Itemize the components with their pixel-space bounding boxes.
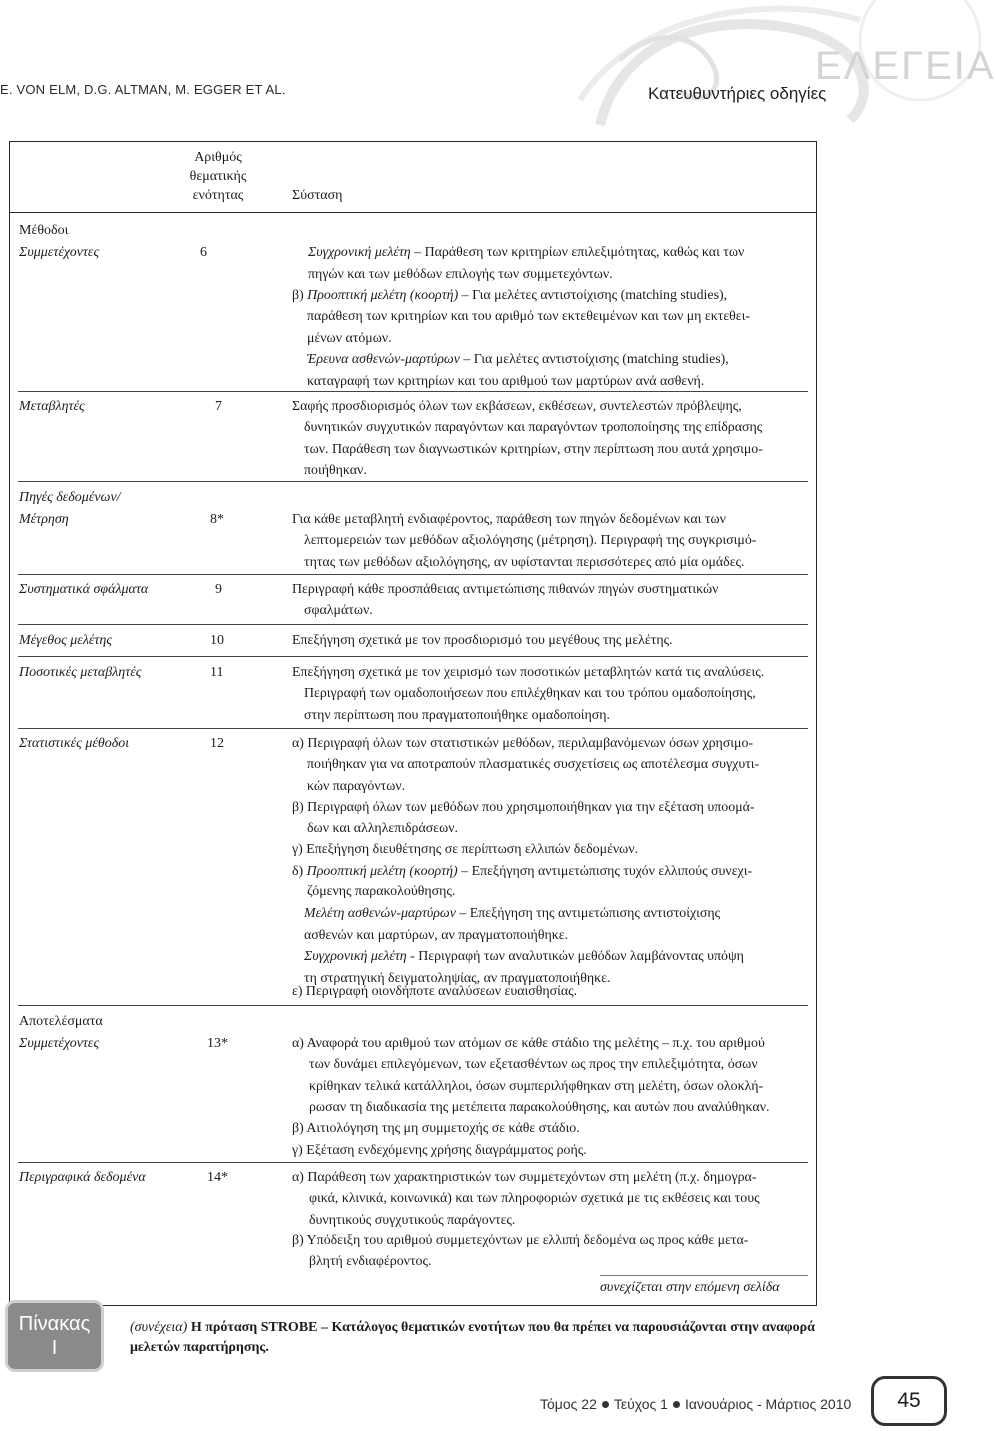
row-recommendation-statistical-b: [292, 797, 755, 819]
text-line: δυνητικών συγχυτικών παραγόντων και παραγόντων τροποποίησης της επίδρασης: [304, 420, 763, 435]
row-label: Μεταβλητές: [19, 399, 85, 414]
section-heading-methods: Μέθοδοι: [19, 223, 69, 238]
header-section-title: Κατευθυντήριες οδηγίες: [648, 84, 827, 103]
row-number: 12: [210, 736, 224, 751]
text-line: Για κάθε μεταβλητή ενδιαφέροντος, παράθεση των πηγών δεδομένων και των: [292, 512, 726, 527]
row-recommendation-descriptive-a-cont: [309, 1188, 760, 1231]
footer-date: Ιανουάριος - Μάρτιος 2010: [684, 1396, 852, 1412]
row-recommendation-bias: [292, 579, 718, 601]
row-number: 10: [210, 633, 224, 648]
row-recommendation-statistical-d-cont: [307, 881, 455, 903]
row-divider: [18, 481, 808, 482]
badge-label: Πίνακας: [18, 1313, 91, 1335]
row-recommendation-study-size: [292, 630, 673, 652]
text-line: σφαλμάτων.: [304, 603, 373, 618]
header-divider: [9, 212, 817, 213]
row-recommendation-statistical-cd: [292, 839, 752, 882]
text-line: φικά, κλινικά, κοινωνικά) και των πληροφοριών σχετικά με τις εκθέσεις και τους: [309, 1191, 760, 1206]
design-label: Προοπτική μελέτη (κοορτή): [307, 288, 459, 303]
text-line: βλητή ενδιαφέροντος.: [309, 1254, 432, 1269]
text-line: κρίθηκαν τελικά κατάλληλοι, όσων συμπεριλήφθηκαν στη μελέτη, όσων ολοκλή-: [309, 1078, 764, 1094]
row-label: Ποσοτικές μεταβλητές: [19, 665, 142, 680]
text-line: Επεξήγηση σχετικά με τον προσδιορισμό του μεγέθους της μελέτης.: [292, 633, 673, 648]
row-divider: [18, 624, 808, 625]
text-line: λεπτομερειών των μεθόδων αξιολόγησης (μέτρηση). Περιγραφή της συγκρισιμό-: [304, 533, 757, 548]
text-line: – Για μελέτες αντιστοίχισης (matching studies),: [458, 288, 728, 303]
footer-issue: Τεύχος 1: [613, 1396, 668, 1412]
row-label: Πηγές δεδομένων/: [19, 490, 121, 505]
caption-text: Η πρόταση STROBE – Κατάλογος θεματικών ενοτήτων που θα πρέπει να παρουσιάζονται στην αναφορά μελετών παρατήρησης.: [130, 1320, 815, 1355]
column-header-recommendation: Σύσταση: [292, 188, 343, 203]
badge-number: I: [51, 1337, 58, 1359]
row-recommendation-descriptive-b-cont: [309, 1251, 431, 1273]
text-line: ποιήθηκαν.: [304, 463, 367, 478]
row-recommendation-quantitative: [292, 662, 764, 684]
text-line: β) Αιτιολόγηση της μη συμμετοχής σε κάθε στάδιο.: [292, 1121, 580, 1136]
text-line: β) Περιγραφή όλων των μεθόδων που χρησιμοποιήθηκαν για την εξέταση υποομά-: [292, 800, 755, 815]
text-line: παράθεση των κριτηρίων και του αριθμό των εκτεθειμένων και των μη εκτεθει-: [307, 309, 751, 324]
text-line: α) Αναφορά του αριθμού των ατόμων σε κάθε στάδιο της μελέτης – π.χ. του αριθμού: [292, 1036, 765, 1051]
text-line: – Επεξήγηση αντιμετώπισης τυχόν ελλιπούς συνεχι-: [457, 863, 753, 879]
row-recommendation-descriptive-b: [292, 1230, 748, 1252]
column-header-number: [178, 148, 258, 205]
text-line: γ) Επεξήγηση διευθέτησης σε περίπτωση ελλιπών δεδομένων.: [292, 842, 639, 857]
row-label: Περιγραφικά δεδομένα: [19, 1170, 146, 1185]
row-number: 6: [200, 245, 207, 260]
row-recommendation-statistical-d-designs: [304, 903, 744, 989]
row-number: 14*: [207, 1170, 228, 1185]
text-line: Επεξήγηση σχετικά με τον χειρισμό των ποσοτικών μεταβλητών κατά τις αναλύσεις.: [292, 665, 765, 680]
text-line: καταγραφή των κριτηρίων και του αριθμού των μαρτύρων ανά ασθενή.: [307, 373, 705, 389]
row-recommendation-participants-c: [307, 306, 750, 392]
row-divider: [18, 728, 808, 729]
design-label: Συγχρονική μελέτη: [308, 245, 411, 260]
row-recommendation-data-sources: [292, 509, 726, 531]
text-line: – Παράθεση των κριτηρίων επιλεξιμότητας, καθώς και των: [410, 245, 745, 260]
row-number: 9: [215, 582, 222, 597]
header-authors: E. VON ELM, D.G. ALTMAN, M. EGGER ET AL.: [0, 82, 286, 97]
table-badge: [5, 1300, 104, 1372]
row-label: Συστηματικά σφάλματα: [19, 582, 149, 597]
row-number: 11: [210, 665, 224, 680]
text-line: των. Παράθεση των διαγνωστικών κριτηρίων, στην περίπτωση που αυτά χρησιμο-: [304, 441, 763, 457]
row-recommendation-results-participants-bc: [292, 1118, 587, 1161]
row-recommendation-variables: [292, 396, 742, 418]
column-header-number-line: ενότητας: [192, 188, 244, 203]
row-recommendation-statistical-b-cont: [307, 818, 458, 840]
text-line: ε) Περιγραφή οιονδήποτε αναλύσεων ευαισθησίας.: [292, 984, 578, 999]
row-divider: [600, 1275, 808, 1276]
page-number: 45: [871, 1376, 947, 1426]
section-heading-results: Αποτελέσματα: [19, 1014, 103, 1029]
row-label: Συμμετέχοντες: [19, 1036, 100, 1051]
row-label: Μέγεθος μελέτης: [19, 633, 113, 648]
row-recommendation-variables-cont: [304, 417, 763, 482]
row-recommendation-participants: [308, 242, 744, 285]
text-line: Περιγραφή των ομαδοποιήσεων που επιλέχθηκαν και του τρόπου ομαδοποίησης,: [304, 686, 756, 701]
text-line: α) Παράθεση των χαρακτηριστικών των συμμετεχόντων στη μελέτη (π.χ. δημογρα-: [292, 1170, 757, 1185]
row-label: Συμμετέχοντες: [19, 245, 100, 260]
text-line: κών παραγόντων.: [307, 778, 406, 794]
row-number: 13*: [207, 1036, 228, 1051]
text-line: Σαφής προσδιορισμός όλων των εκβάσεων, εκθέσεων, συντελεστών πρόβλεψης,: [292, 399, 742, 414]
bullet-icon: [673, 1401, 680, 1408]
row-recommendation-results-participants-cont: [309, 1054, 769, 1119]
table-caption: [130, 1318, 820, 1358]
text-line: ποιήθηκαν για να αποτραπούν πλασματικές συσχετίσεις ως αποτέλεσμα συγχυτι-: [307, 757, 760, 772]
column-header-number-line: θεματικής: [189, 169, 247, 184]
text-line: ασθενών και μαρτύρων, αν πραγματοποιήθηκε.: [304, 927, 569, 943]
item-marker: β): [292, 288, 308, 303]
footer-issue-info: [540, 1396, 851, 1412]
text-line: δων και αλληλεπιδράσεων.: [307, 821, 458, 836]
row-label: Στατιστικές μέθοδοι: [19, 736, 130, 751]
text-line: - Περιγραφή των αναλυτικών μεθόδων λαμβάνοντας υπόψη: [406, 949, 744, 964]
footer-volume: Τόμος 22: [540, 1396, 597, 1412]
text-line: ρωσαν τη διαδικασία της μετέπειτα παρακολούθησης, και αυτών που αναλύθηκαν.: [309, 1100, 770, 1115]
row-number: 8*: [210, 512, 224, 527]
column-header-number-line: Αριθμός: [194, 150, 242, 165]
text-line: πηγών και των μεθόδων επιλογής των συμμετεχόντων.: [308, 266, 613, 282]
design-label: Έρευνα ασθενών-μαρτύρων: [307, 352, 460, 367]
text-line: δυνητικούς συγχυτικούς παράγοντες.: [309, 1212, 516, 1228]
row-recommendation-bias-cont: [304, 600, 373, 622]
row-recommendation-statistical-e: [292, 981, 577, 1003]
row-divider: [18, 391, 808, 392]
row-divider: [18, 656, 808, 657]
row-label: Μέτρηση: [19, 512, 69, 527]
row-number: 7: [215, 399, 222, 414]
text-line: Περιγραφή κάθε προσπάθειας αντιμετώπισης πιθανών πηγών συστηματικών: [292, 582, 719, 597]
row-recommendation-participants-b: [292, 285, 727, 307]
row-divider: [18, 574, 808, 575]
text-line: – Επεξήγηση της αντιμετώπισης αντιστοίχισης: [455, 906, 721, 921]
row-recommendation-quantitative-cont: [304, 683, 756, 726]
item-marker: δ): [292, 863, 307, 879]
text-line: στην περίπτωση που πραγματοποιήθηκε ομαδοποίηση.: [304, 707, 611, 723]
text-line: μένων ατόμων.: [307, 330, 392, 346]
design-label: Προοπτική μελέτη (κοορτή): [306, 863, 458, 879]
design-label: Συγχρονική μελέτη: [304, 949, 407, 964]
caption-prefix: (συνέχεια): [130, 1320, 188, 1335]
row-recommendation-descriptive-a: [292, 1167, 756, 1189]
row-recommendation-statistical-a: [292, 733, 753, 755]
text-line: α) Περιγραφή όλων των στατιστικών μεθόδων, περιλαμβανόμενων όσων χρησιμο-: [292, 736, 754, 751]
text-line: τητας των μεθόδων αξιολόγησης, αν υφίστανται περισσότερες από μία ομάδες.: [304, 554, 745, 570]
row-recommendation-statistical-a-cont: [307, 754, 759, 797]
text-line: τη στρατηγική δειγματοληψίας, αν πραγματοποιήθηκε.: [304, 970, 611, 986]
continued-note: συνεχίζεται στην επόμενη σελίδα: [600, 1280, 780, 1295]
text-line: γ) Εξέταση ενδεχόμενης χρήσης διαγράμματος ροής.: [292, 1142, 587, 1158]
row-recommendation-results-participants: [292, 1033, 765, 1055]
text-line: ζόμενης παρακολούθησης.: [307, 884, 456, 899]
text-line: των δυνάμει επιλεγόμενων, των εξετασθέντων ως προς την επιλεξιμότητα, όσων: [309, 1057, 758, 1072]
text-line: β) Υπόδειξη του αριθμού συμμετεχόντων με ελλιπή δεδομένα ως προς κάθε μετα-: [292, 1233, 749, 1248]
row-divider: [18, 1162, 808, 1163]
header-logo-text: ΕΛΕΓΕΙΑ: [815, 44, 996, 88]
bullet-icon: [602, 1401, 609, 1408]
row-recommendation-data-sources-cont: [304, 530, 756, 573]
row-divider: [18, 1005, 808, 1006]
text-line: – Για μελέτες αντιστοίχισης (matching studies),: [459, 352, 729, 367]
design-label: Μελέτη ασθενών-μαρτύρων: [304, 906, 456, 921]
